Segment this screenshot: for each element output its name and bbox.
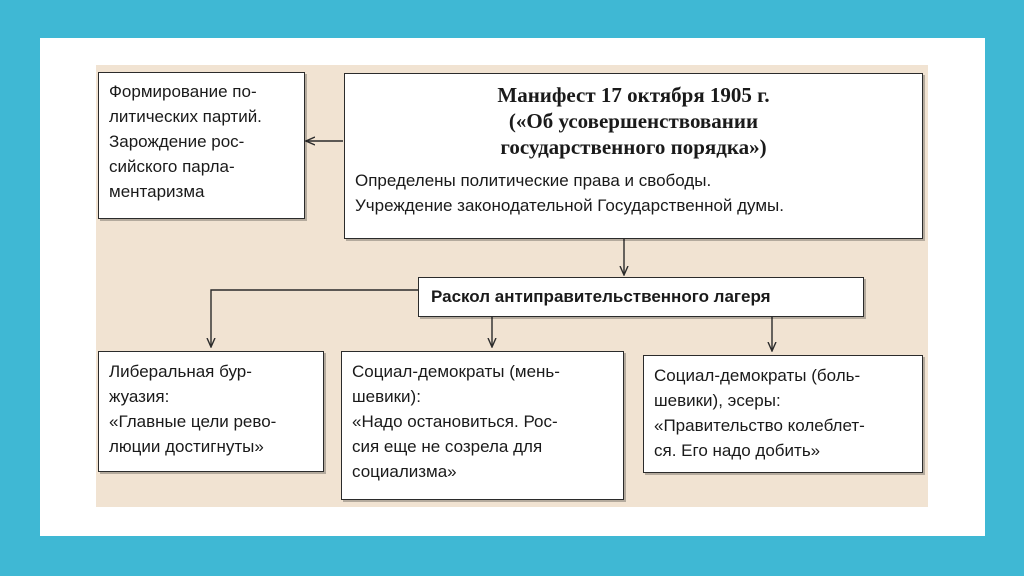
- split-label: Раскол антиправительственного лагеря: [431, 287, 771, 306]
- parties-line: литических партий.: [109, 107, 262, 126]
- parties-line: сийского парла-: [109, 157, 235, 176]
- arrow-to-liberals: [211, 290, 418, 346]
- manifest-box: [344, 73, 923, 239]
- parties-line: Формирование по-: [109, 82, 257, 101]
- liberals-box: Либеральная бур- жуазия: «Главные цели рево- люции достигнуты»: [98, 351, 324, 472]
- split-box: [418, 277, 864, 317]
- mensheviks-box: Социал-демократы (мень- шевики): «Надо остановиться. Рос- сия еще не созрела для социализма»: [341, 351, 624, 500]
- manifest-body: Определены политические права и свободы. Учреждение законодательной Государственной думы.: [355, 171, 784, 215]
- parties-box: [98, 72, 305, 219]
- parties-line: ментаризма: [109, 182, 205, 201]
- parties-line: Зарождение рос-: [109, 132, 245, 151]
- manifest-title: Манифест 17 октября 1905 г. («Об усовершенствовании государственного порядка»): [497, 83, 770, 159]
- bolsheviks-box: Социал-демократы (боль- шевики), эсеры: «Правительство колеблет- ся. Его надо добить»: [643, 355, 923, 473]
